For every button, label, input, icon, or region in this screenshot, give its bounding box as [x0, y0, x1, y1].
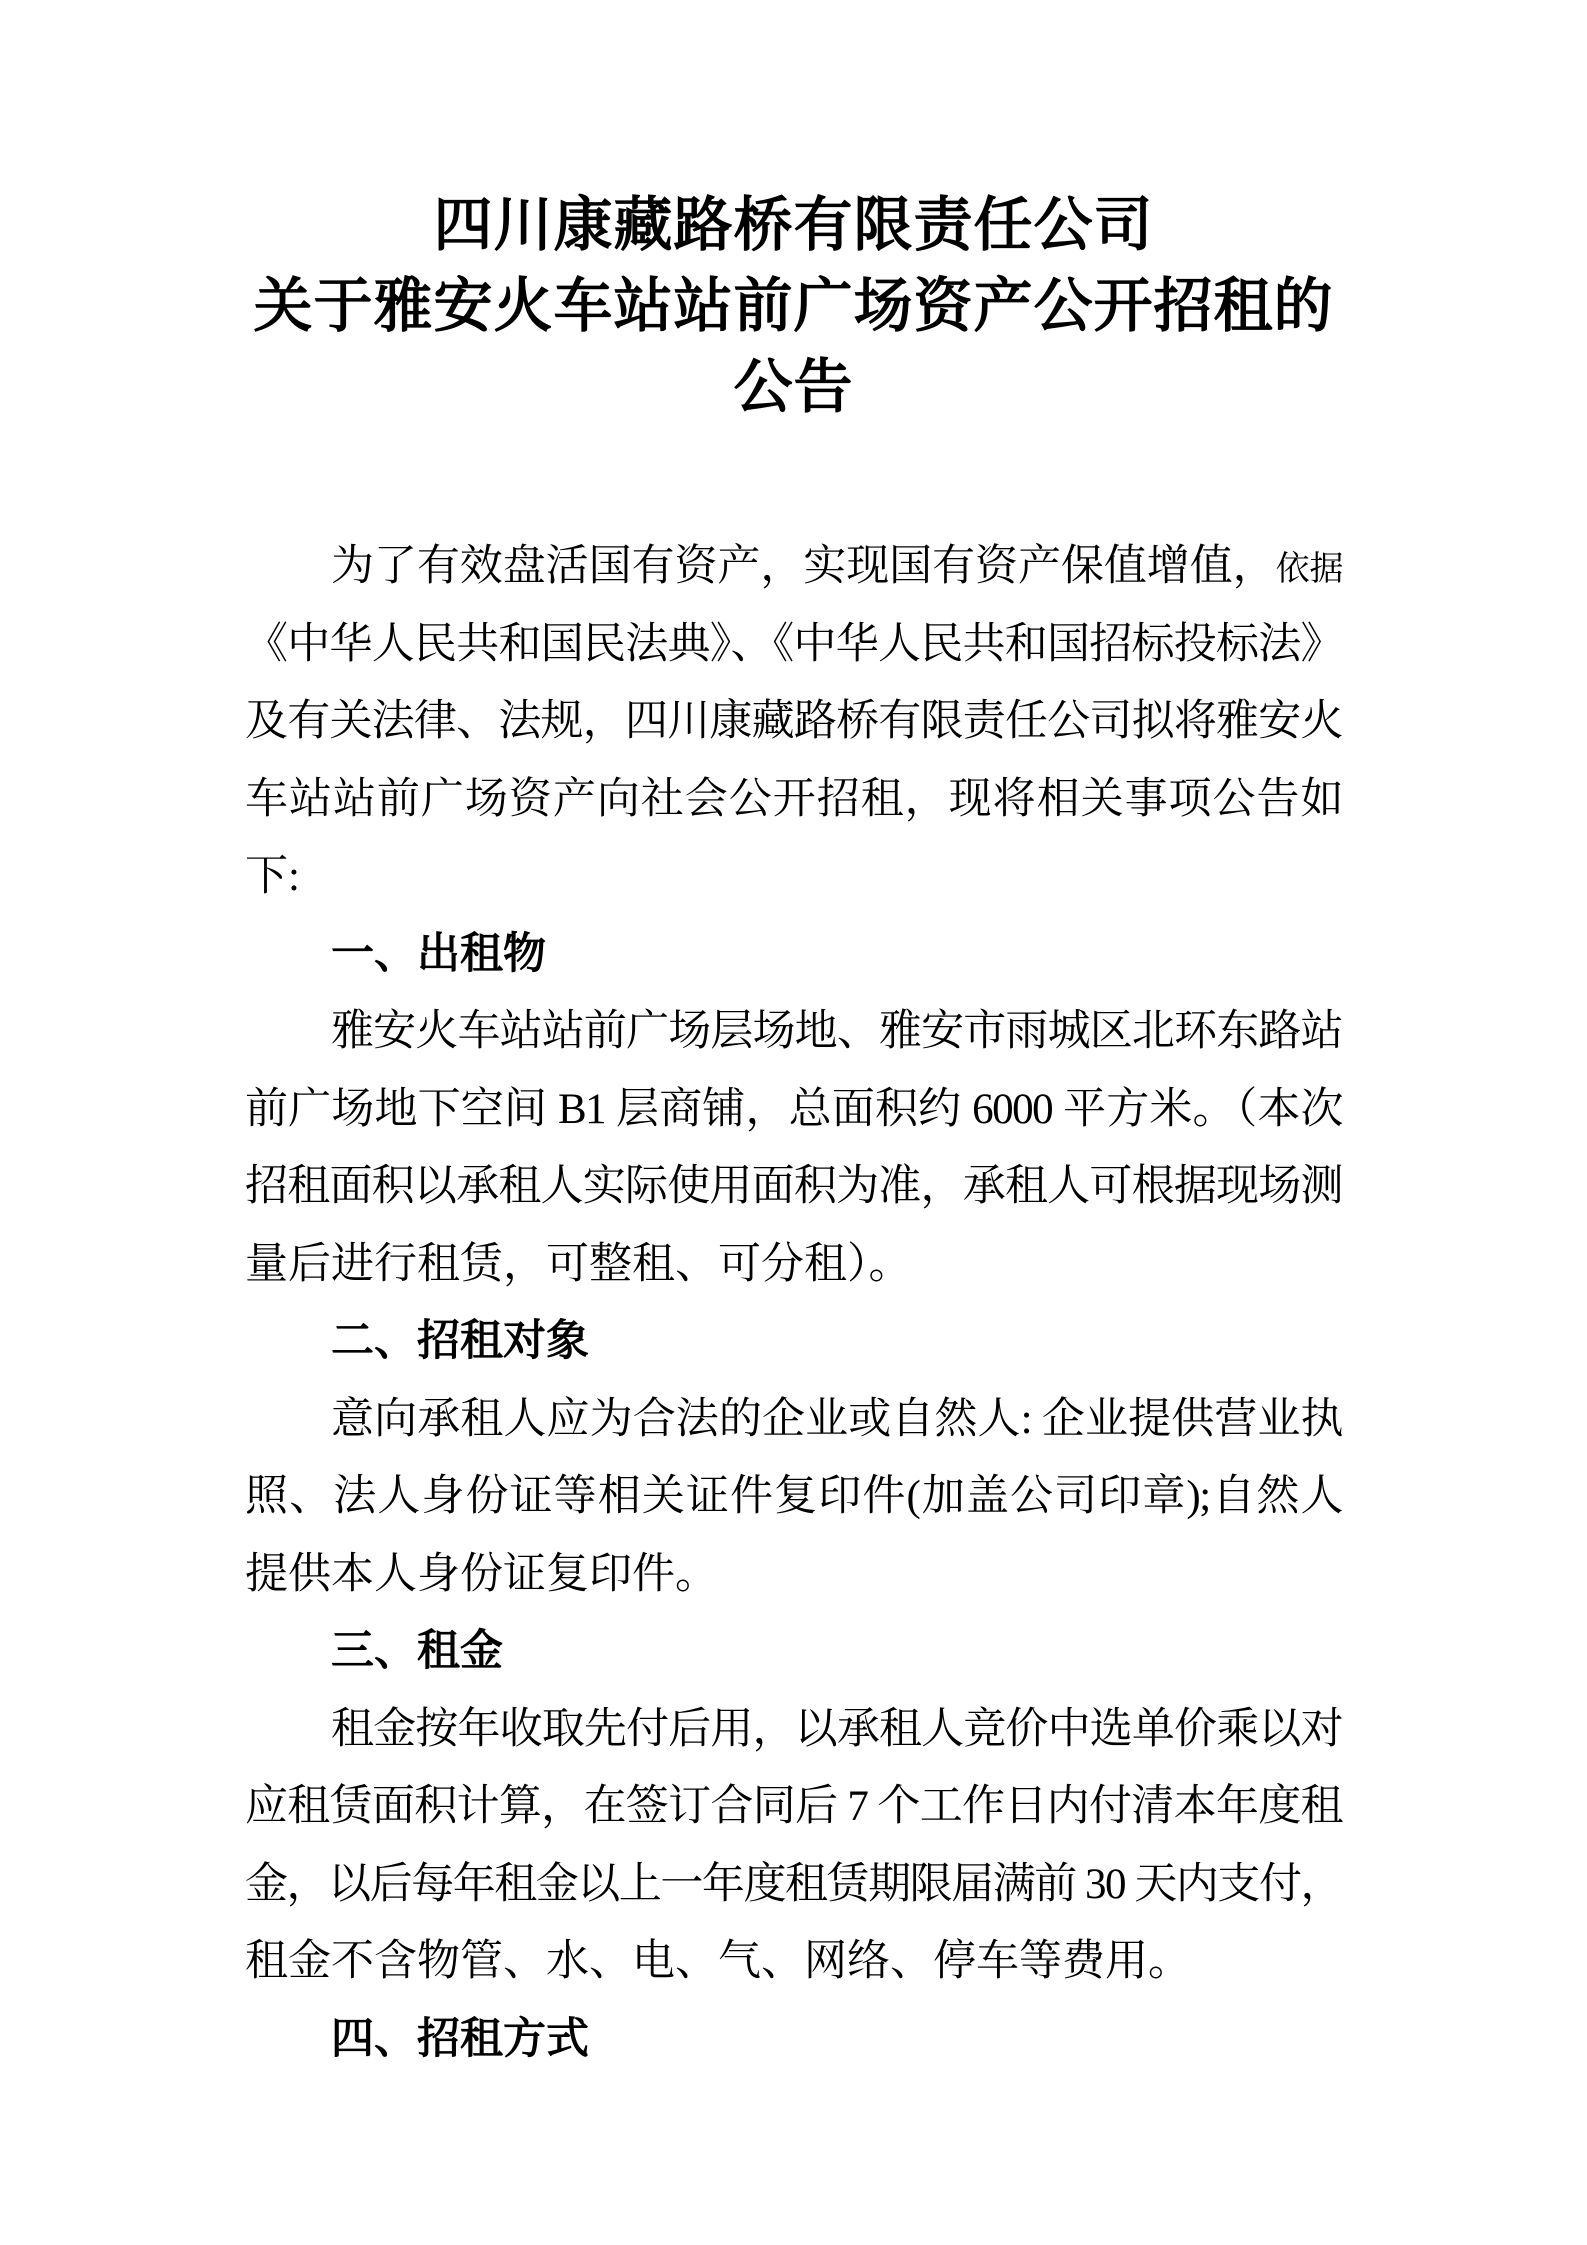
section-3-rent [245, 1613, 1342, 2001]
title-line-company: 四川康藏路桥有限责任公司 [433, 192, 1154, 258]
intro-line-1 [245, 528, 1342, 606]
document-title [0, 0, 1587, 428]
intro-line-1-main: 为了有效盘活国有资产，实现国有资产保值增值， [331, 543, 1276, 590]
section-3-line-3: 金，以后每年租金以上一年度租赁期限届满前 30 天内支付， [245, 1860, 1342, 1908]
intro-line-5: 下: [245, 853, 300, 900]
intro-paragraph [245, 528, 1342, 916]
intro-line-3: 及有关法律、法规，四川康藏路桥有限责任公司拟将雅安火 [245, 698, 1342, 745]
section-1-line-2: 前广场地下空间 B1 层商铺，总面积约 6000 平方米。（本次 [245, 1085, 1342, 1133]
section-3-heading: 三、租金 [331, 1627, 503, 1675]
section-4-rental-method [245, 2001, 1342, 2079]
intro-line-4: 车站站前广场资产向社会公开招租，现将相关事项公告如 [245, 775, 1342, 823]
section-1-heading: 一、出租物 [331, 929, 546, 978]
section-1-line-3: 招租面积以承租人实际使用面积为准，承租人可根据现场测 [245, 1163, 1342, 1210]
intro-line-2: 《中华人民共和国民法典》、《中华人民共和国招标投标法》 [245, 620, 1342, 668]
section-2-line-3: 提供本人身份证复印件。 [245, 1550, 718, 1598]
section-2-heading: 二、招租对象 [331, 1317, 589, 1365]
section-3-line-4: 租金不含物管、水、电、气、网络、停车等费用。 [245, 1938, 1191, 1985]
section-3-line-2: 应租赁面积计算，在签订合同后 7 个工作日内付清本年度租 [245, 1783, 1342, 1830]
document-body [245, 528, 1342, 2078]
section-2-line-1: 意向承租人应为合法的企业或自然人: 企业提供营业执 [331, 1395, 1342, 1443]
section-3-line-1: 租金按年收取先付后用，以承租人竞价中选单价乘以对 [331, 1705, 1342, 1753]
section-1-rental-object [245, 916, 1342, 1304]
section-2-line-2: 照、法人身份证等相关证件复印件(加盖公司印章);自然人 [245, 1473, 1342, 1520]
section-4-heading: 四、招租方式 [331, 2014, 589, 2063]
title-line-subject: 关于雅安火车站站前广场资产公开招租的 [253, 273, 1334, 339]
intro-line-1-tail: 依据 [1275, 551, 1343, 588]
section-2-target-tenants [245, 1303, 1342, 1613]
section-1-line-1: 雅安火车站站前广场层场地、雅安市雨城区北环东路站 [331, 1008, 1342, 1055]
section-1-line-4: 量后进行租赁，可整租、可分租）。 [245, 1240, 912, 1288]
title-line-announcement: 公告 [733, 354, 854, 420]
